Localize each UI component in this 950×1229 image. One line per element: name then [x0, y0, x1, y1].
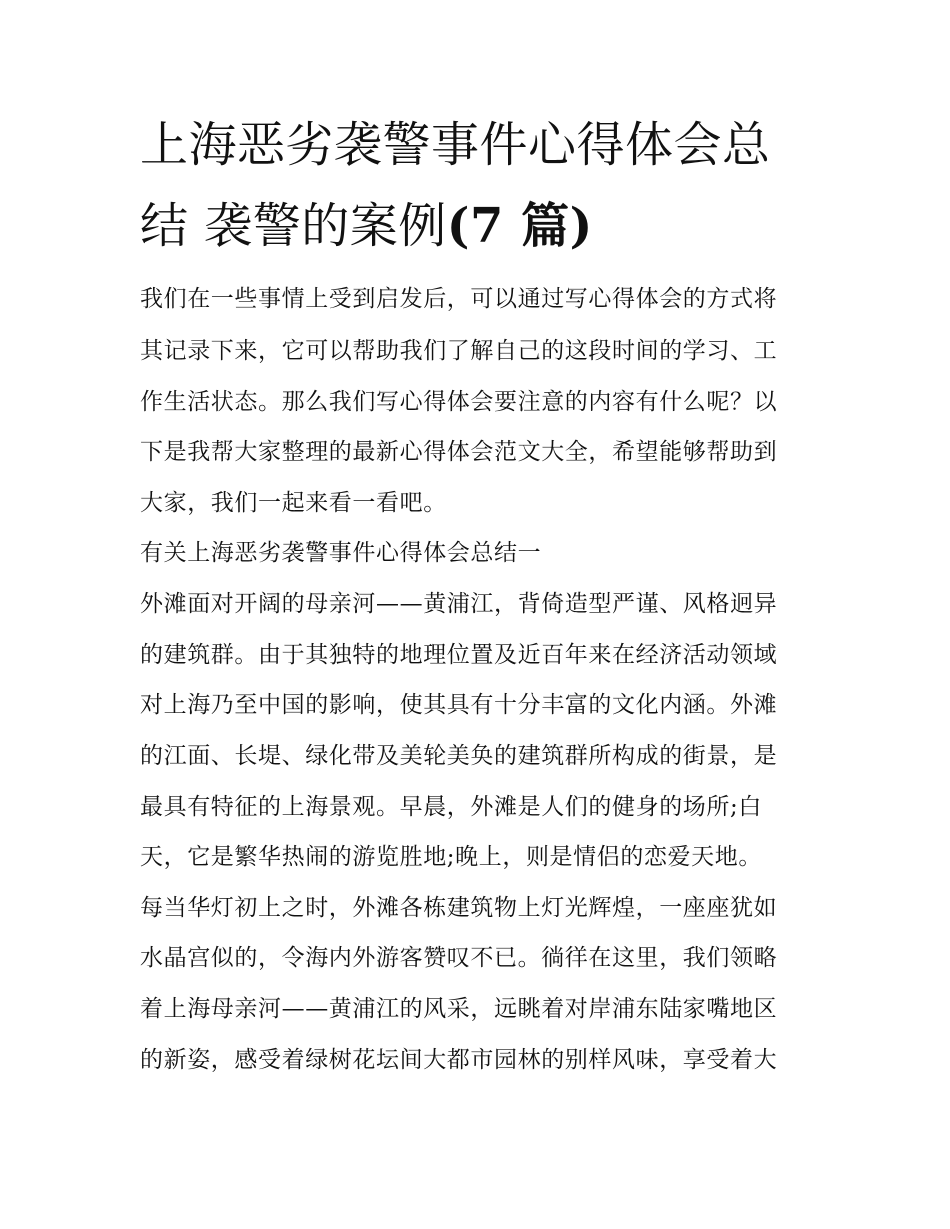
paragraph-line: 水晶宫似的，令海内外游客赞叹不已。徜徉在这里，我们领略 [140, 945, 778, 971]
paragraph-line: 我们在一些事情上受到启发后，可以通过写心得体会的方式将 [140, 286, 778, 312]
paragraph-line: 大家，我们一起来看一看吧。 [140, 490, 447, 516]
paragraph-line: 对上海乃至中国的影响，使其具有十分丰富的文化内涵。外滩 [140, 692, 778, 718]
paragraph-line: 作生活状态。那么我们写心得体会要注意的内容有什么呢？以 [140, 389, 778, 415]
page-title-line-2 [140, 196, 593, 256]
page-title-count: (7 篇) [446, 198, 593, 254]
paragraph-line: 着上海母亲河——黄浦江的风采，远眺着对岸浦东陆家嘴地区 [140, 996, 778, 1022]
page-title-line-1: 上海恶劣袭警事件心得体会总 [140, 117, 771, 173]
paragraph-line: 的江面、长堤、绿化带及美轮美奂的建筑群所构成的街景，是 [140, 743, 778, 769]
paragraph-line: 的建筑群。由于其独特的地理位置及近百年来在经济活动领域 [140, 642, 778, 668]
paragraph-line: 最具有特征的上海景观。早晨，外滩是人们的健身的场所;白 [140, 794, 762, 820]
paragraph-line: 天，它是繁华热闹的游览胜地;晚上，则是情侣的恋爱天地。 [140, 844, 762, 870]
paragraph-line: 下是我帮大家整理的最新心得体会范文大全，希望能够帮助到 [140, 439, 778, 465]
paragraph-line: 外滩面对开阔的母亲河——黄浦江，背倚造型严谨、风格迥异 [140, 591, 778, 617]
page-title-line-2-text: 结 袭警的案例 [140, 198, 447, 254]
paragraph-line: 每当华灯初上之时，外滩各栋建筑物上灯光辉煌，一座座犹如 [140, 895, 778, 921]
paragraph-line: 其记录下来，它可以帮助我们了解自己的这段时间的学习、工 [140, 338, 778, 364]
section-heading: 有关上海恶劣袭警事件心得体会总结一 [140, 540, 542, 566]
paragraph-line: 的新姿，感受着绿树花坛间大都市园林的别样风味，享受着大 [140, 1047, 778, 1073]
